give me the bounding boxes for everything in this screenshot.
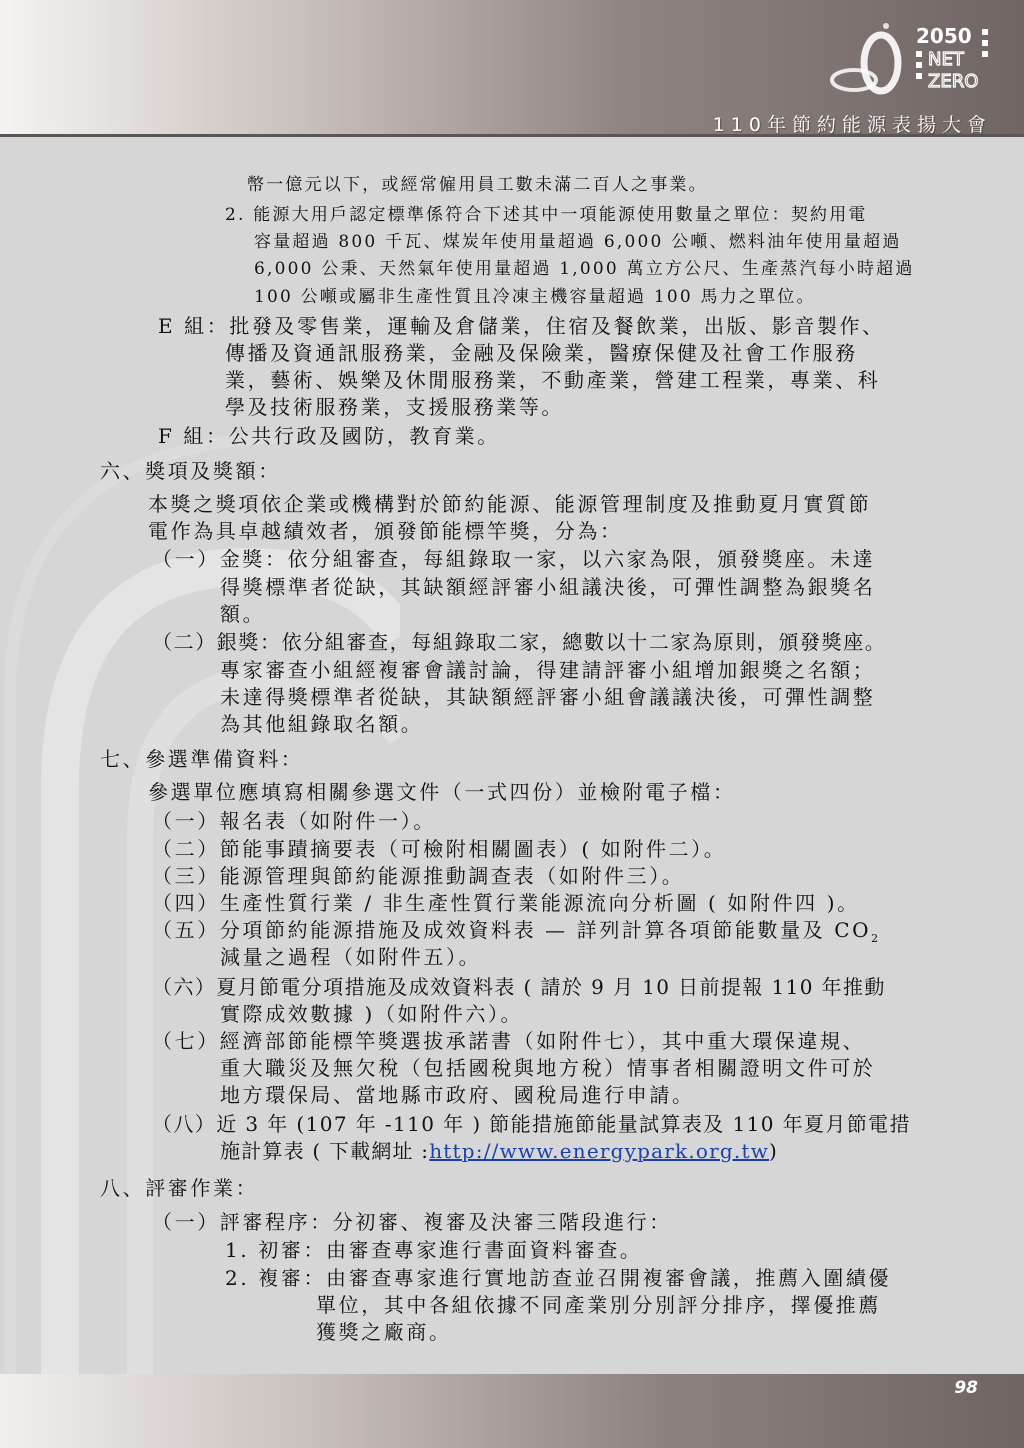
doc-item: （八）近 3 年 (107 年 -110 年 ) 節能措施節能量試算表及 110 年夏月節電措 (152, 1112, 911, 1136)
review-item: 獲獎之廠商。 (316, 1320, 452, 1344)
group-e-line: 學及技術服務業，支援服務業等。 (225, 395, 564, 419)
award-silver-line: 為其他組錄取名額。 (220, 712, 424, 736)
review-item: 2. 複審：由審查專家進行實地訪查並召開複審會議，推薦入圍績優 (225, 1266, 892, 1290)
award-gold-line: 額。 (220, 602, 266, 626)
net-zero-logo (826, 18, 996, 98)
doc-item (220, 1135, 778, 1164)
group-e-line: 業，藝術、娛樂及休閒服務業，不動產業，營建工程業，專業、科 (225, 368, 881, 392)
logo-year: 2050 (916, 24, 972, 48)
body-line: 6,000 公秉、天然氣年使用量超過 1,000 萬立方公尺、生產蒸汽每小時超過 (254, 259, 915, 279)
page-number: 98 (954, 1378, 978, 1398)
doc-item: （四）生產性質行業 / 非生產性質行業能源流向分析圖 ( 如附件四 )。 (152, 891, 860, 915)
body-line: 電作為具卓越績效者，頒發節能標竿獎，分為： (148, 519, 623, 543)
doc-item: 減量之過程（如附件五）。 (220, 945, 482, 969)
section-heading: 八、評審作業： (100, 1176, 259, 1200)
logo-square (916, 73, 922, 79)
body-line: 幣一億元以下，或經常僱用員工數未滿二百人之事業。 (247, 175, 708, 195)
energypark-link[interactable]: http://www.energypark.org.tw (429, 1139, 770, 1163)
doc-item: （一）報名表（如附件一）。 (152, 809, 436, 833)
doc-item-text: （五）分項節約能源措施及成效資料表 — 詳列計算各項節能數量及 CO (152, 918, 872, 942)
logo-zero: ZERO (928, 71, 979, 92)
review-item: 1. 初審：由審查專家進行書面資料審查。 (225, 1238, 643, 1262)
body-line: 100 公噸或屬非生產性質且冷凍主機容量超過 100 馬力之單位。 (254, 287, 816, 307)
co2-subscript: 2 (871, 932, 881, 945)
doc-item: （三）能源管理與節約能源推動調查表（如附件三）。 (152, 864, 685, 888)
logo-net: NET (928, 49, 964, 70)
doc-item: 地方環保局、當地縣市政府、國稅局進行申請。 (220, 1083, 695, 1107)
doc-item: （七）經濟部節能標竿獎選拔承諾書（如附件七），其中重大環保違規、 (152, 1029, 866, 1053)
doc-item: 重大職災及無欠稅（包括國稅與地方稅）情事者相關證明文件可於 (220, 1056, 876, 1080)
logo-square (916, 62, 922, 68)
logo-square (982, 40, 988, 46)
body-line: 容量超過 800 千瓦、煤炭年使用量超過 6,000 公噸、燃料油年使用量超過 (254, 232, 902, 252)
group-e-line: 傳播及資通訊服務業，金融及保險業，醫療保健及社會工作服務 (225, 341, 858, 365)
review-item: （一）評審程序：分初審、複審及決審三階段進行： (152, 1210, 672, 1234)
section-heading: 七、參選準備資料： (100, 747, 304, 771)
page-footer (0, 1374, 1024, 1448)
body-line: 2. 能源大用戶認定標準係符合下述其中一項能源使用數量之單位：契約用電 (225, 205, 868, 225)
logo-square (916, 51, 922, 57)
doc-item-text: 施計算表 ( 下載網址 : (220, 1139, 430, 1163)
doc-item: 實際成效數據 )（如附件六）。 (220, 1002, 524, 1026)
award-silver-line: （二）銀獎：依分組審查，每組錄取二家，總數以十二家為原則，頒發獎座。 (152, 630, 887, 654)
event-title: 110年節約能源表揚大會 (712, 114, 992, 136)
award-gold-line: 得獎標準者從缺，其缺額經評審小組議決後，可彈性調整為銀獎名 (220, 575, 876, 599)
group-f-line: F 組：公共行政及國防，教育業。 (158, 424, 500, 448)
body-line: 本獎之獎項依企業或機構對於節約能源、能源管理制度及推動夏月實質節 (148, 492, 872, 516)
review-item: 單位，其中各組依據不同產業別分別評分排序，擇優推薦 (316, 1293, 881, 1317)
award-gold-line: （一）金獎：依分組審查，每組錄取一家，以六家為限，頒發獎座。未達 (152, 547, 876, 571)
doc-item-text: ) (769, 1139, 779, 1163)
award-silver-line: 專家審查小組經複審會議討論，得建請評審小組增加銀獎之名額； (220, 658, 876, 682)
logo-dot (883, 23, 889, 29)
doc-item: （六）夏月節電分項措施及成效資料表 ( 請於 9 月 10 日前提報 110 年推動 (152, 975, 886, 999)
award-silver-line: 未達得獎標準者從缺，其缺額經評審小組會議議決後，可彈性調整 (220, 685, 876, 709)
logo-square (982, 51, 988, 57)
logo-square (982, 29, 988, 35)
group-e-line: E 組：批發及零售業，運輸及倉儲業，住宿及餐飲業，出版、影音製作、 (158, 314, 885, 338)
doc-item: （二）節能事蹟摘要表（可檢附相關圖表）( 如附件二）。 (152, 837, 727, 861)
logo-zero-ring (864, 35, 898, 91)
section-heading: 六、獎項及獎額： (100, 459, 281, 483)
body-line: 參選單位應填寫相關參選文件（一式四份）並檢附電子檔： (148, 780, 736, 804)
